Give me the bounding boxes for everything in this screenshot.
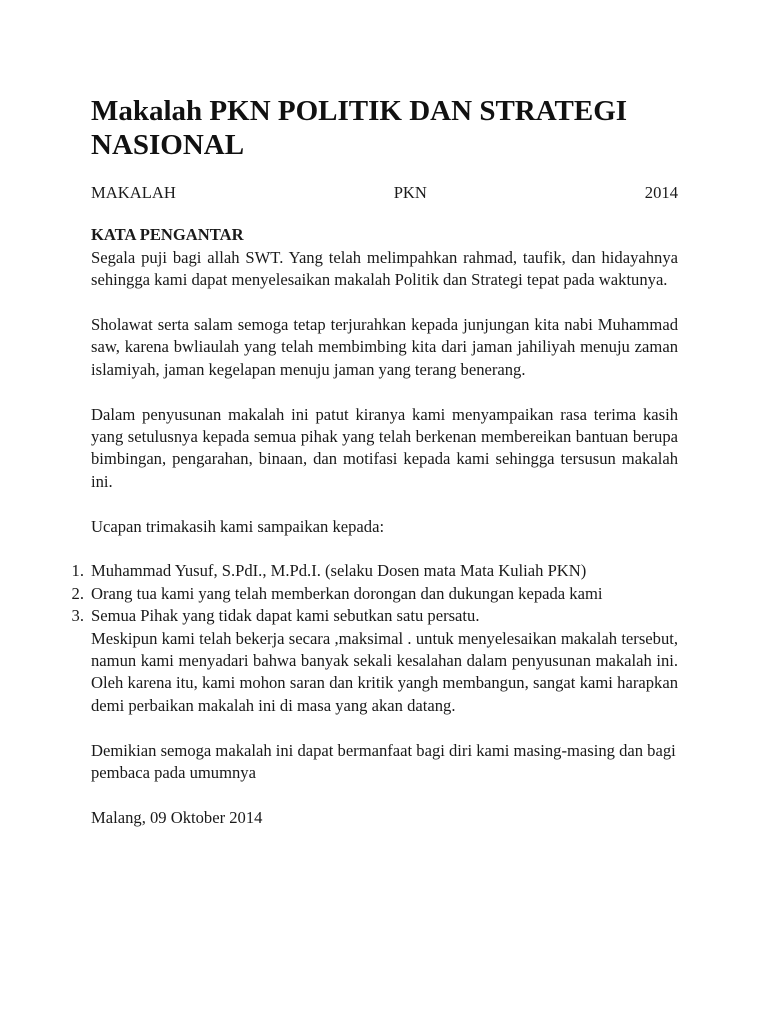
place-date: Malang, 09 Oktober 2014	[91, 807, 263, 827]
list-text: Muhammad Yusuf, S.PdI., M.Pd.I. (selaku Dosen mata Mata Kuliah PKN)	[91, 561, 587, 581]
list-text: Semua Pihak yang tidak dapat kami sebutkan satu persatu.	[91, 606, 480, 626]
continuation-paragraph: Meskipun kami telah bekerja secara ,maksimal . untuk menyelesaikan makalah tersebut, namun kami menyadari bahwa banyak sekali kesalahan dalam penyusunan makalah ini. Oleh karena itu, kami mohon saran dan kritik yangh membangun, sangat kami harapkan demi perbaikan makalah ini di masa yang akan datang.	[91, 628, 678, 715]
list-text: Orang tua kami yang telah memberkan dorongan dan dukungan kepada kami	[91, 583, 603, 603]
list-number: 1.	[71, 561, 84, 581]
list-number: 2.	[71, 583, 84, 603]
list-item	[71, 583, 678, 605]
header-left: MAKALAH	[91, 183, 176, 202]
header-row	[91, 182, 678, 204]
document-body	[71, 94, 678, 829]
document-title: Makalah PKN POLITIK DAN STRATEGI NASIONAL	[91, 95, 628, 161]
list-number: 3.	[71, 606, 84, 626]
header-right: 2014	[644, 183, 678, 202]
paragraph-4: Ucapan trimakasih kami sampaikan kepada:	[91, 516, 385, 536]
paragraph-3: Dalam penyusunan makalah ini patut kiranya kami menyampaikan rasa terima kasih yang setulusnya kepada semua pihak yang telah berkenan membereikan bantuan berupa bimbingan, pengarahan, binaan, dan motifasi kepada kami sehingga tersusun makalah ini.	[91, 404, 678, 491]
closing-paragraph: Demikian semoga makalah ini dapat bermanfaat bagi diri kami masing-masing dan bagi pembaca pada umumnya	[91, 740, 676, 783]
paragraph-1: Segala puji bagi allah SWT. Yang telah melimpahkan rahmad, taufik, dan hidayahnya sehingga kami dapat menyelesaikan makalah Politik dan Strategi tepat pada waktunya.	[91, 247, 678, 290]
list-item	[71, 605, 678, 627]
list-item	[71, 560, 678, 582]
section-heading: KATA PENGANTAR	[91, 225, 244, 245]
header-center: PKN	[393, 183, 427, 202]
thanks-list	[71, 560, 678, 627]
paragraph-2: Sholawat serta salam semoga tetap terjurahkan kepada junjungan kita nabi Muhammad saw, karena bwliaulah yang telah membimbing kita dari jaman jahiliyah menuju zaman islamiyah, jaman kegelapan menuju jaman yang terang benerang.	[91, 315, 678, 379]
